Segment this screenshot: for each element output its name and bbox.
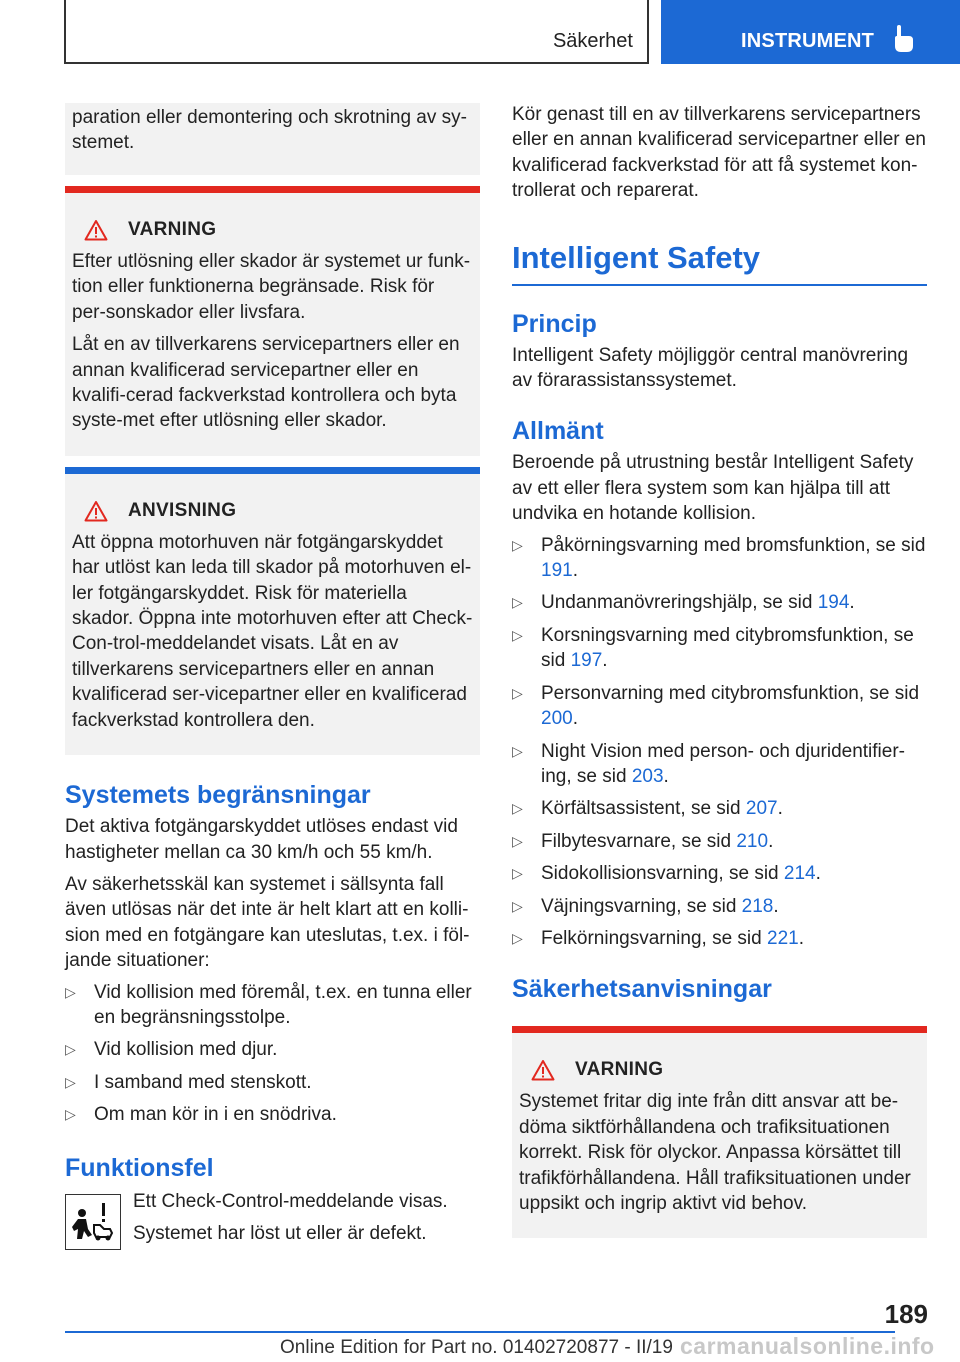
warning-triangle-icon <box>531 1059 555 1081</box>
fault-heading: Funktionsfel <box>65 1153 214 1182</box>
left-column <box>65 103 480 1250</box>
section-tab-label: Säkerhet <box>552 30 633 52</box>
page-link[interactable]: 207 <box>745 798 778 820</box>
principle-heading: Princip <box>512 309 597 338</box>
continued-text: paration eller demontering och skrotning av sy-stemet. <box>72 107 467 154</box>
section-tab[interactable] <box>64 0 649 64</box>
list-item: ▷ I samband med stenskott. <box>65 1070 480 1095</box>
warning-triangle-icon <box>84 500 108 522</box>
limits-heading: Systemets begränsningar <box>65 781 371 810</box>
continued-box <box>65 103 480 175</box>
safety-warning-box <box>512 1026 927 1238</box>
page-title: Intelligent Safety <box>512 240 927 286</box>
list-item: ▷ Väjningsvarning, se sid 218. <box>512 894 927 919</box>
page-link[interactable]: 191 <box>541 560 573 582</box>
page-number: 189 <box>884 1299 928 1329</box>
page-link[interactable]: 194 <box>817 592 850 614</box>
fault-row <box>65 1189 480 1250</box>
list-item: ▷ Vid kollision med djur. <box>65 1037 480 1062</box>
right-column <box>512 102 927 1238</box>
safety-heading: Säkerhetsanvisningar <box>512 975 772 1004</box>
limits-text-2: Av säkerhetsskäl kan systemet i sällsynta fall även utlösas när det inte är helt klart att en kolli-sion med en fotgängare kan uteslutas, t.ex. i föl-jande situationer: <box>65 873 470 972</box>
list-item: ▷ Om man kör in i en snödriva. <box>65 1102 480 1127</box>
list-item: ▷ Undanmanövreringshjälp, se sid 194. <box>512 590 927 615</box>
page-link[interactable]: 203 <box>631 765 664 787</box>
list-item: ▷ Felkörningsvarning, se sid 221. <box>512 926 927 951</box>
general-heading: Allmänt <box>512 417 604 446</box>
note-label: ANVISNING <box>128 499 237 521</box>
chapter-tab[interactable] <box>661 0 960 64</box>
warning-text-2: Låt en av tillverkarens servicepartners eller en annan kvalificerad servicepartner eller en kvalifi-cerad fackverkstad kontrollera och byta syste-met efter utlösning eller skador. <box>72 334 460 432</box>
general-text: Beroende på utrustning består Intelligent Safety av ett eller flera system som kan hjälpa till att undvika en hotande kollision. <box>512 452 914 525</box>
list-item: ▷ Filbytesvarnare, se sid 210. <box>512 829 927 854</box>
chapter-tab-label: INSTRUMENT <box>741 30 875 52</box>
fault-text-2: Systemet har löst ut eller är defekt. <box>133 1222 427 1244</box>
warning-box <box>65 186 480 456</box>
principle-text: Intelligent Safety möjliggör central manövrering av förarassistanssystemet. <box>512 344 909 392</box>
page-link[interactable]: 214 <box>783 863 816 885</box>
watermark: carmanualsonline.info <box>680 1333 935 1359</box>
footer-edition: Online Edition for Part no. 01402720877 - II/19 <box>280 1337 673 1358</box>
system-list <box>512 533 927 952</box>
page-link[interactable]: 221 <box>767 927 799 949</box>
warning-label: VARNING <box>128 219 217 240</box>
list-item: ▷ Påkörningsvarning med bromsfunktion, se sid 191. <box>512 533 927 584</box>
list-item: ▷ Körfältsassistent, se sid 207. <box>512 796 927 821</box>
note-box <box>65 467 480 755</box>
limits-text-1: Det aktiva fotgängarskyddet utlöses endast vid hastigheter mellan ca 30 km/h och 55 km/h. <box>65 816 458 863</box>
list-item: ▷ Korsningsvarning med citybromsfunktion, se sid 197. <box>512 623 927 674</box>
list-item: ▷ Sidokollisionsvarning, se sid 214. <box>512 861 927 886</box>
safety-warning-label: VARNING <box>575 1059 664 1081</box>
page-link[interactable]: 210 <box>736 830 769 852</box>
fault-text-1: Ett Check-Control-meddelande visas. <box>133 1190 448 1212</box>
pedestrian-protection-warning-icon <box>65 1194 121 1250</box>
warning-text-1: Efter utlösning eller skador är systemet ur funk-tion eller funktionerna begränsade. Risk för per-sonskador eller livsfara. <box>72 251 471 323</box>
intro-text: Kör genast till en av tillverkarens servicepartners eller en annan kvalificerad servicepartner eller en kvalificerad fackverkstad för att få systemet kon-trollerat och reparerat. <box>512 104 927 202</box>
list-item: ▷ Night Vision med person- och djuridentifier-ing, se sid 203. <box>512 739 927 790</box>
limits-list <box>65 980 480 1128</box>
page-link[interactable]: 200 <box>541 708 573 730</box>
page-link[interactable]: 218 <box>741 895 774 917</box>
warning-triangle-icon <box>84 219 108 241</box>
list-item: ▷ Personvarning med citybromsfunktion, se sid 200. <box>512 681 927 732</box>
safety-warning-text: Systemet fritar dig inte från ditt ansvar att be-döma siktförhållandena och trafiksituationen korrekt. Risk för olyckor. Anpassa körsättet till trafikförhållandena. Håll trafiksituationen under uppsikt och ingrip aktivt vid behov. <box>519 1091 911 1214</box>
page-link[interactable]: 197 <box>570 650 603 672</box>
hand-pointer-icon <box>893 24 915 54</box>
list-item: ▷ Vid kollision med föremål, t.ex. en tunna eller en begränsningsstolpe. <box>65 980 480 1031</box>
note-text: Att öppna motorhuven när fotgängarskyddet har utlöst kan leda till skador på motorhuven el-ler fotgängarskyddet. Risk för materiella skador. Öppna inte motorhuven efter att Check-Con-trol-meddelandet visats. Låt en av tillverkarens servicepartners eller en annan kvalificerad ser-vicepartner eller en kvalificerad fackverkstad kontrollera den. <box>72 531 473 731</box>
